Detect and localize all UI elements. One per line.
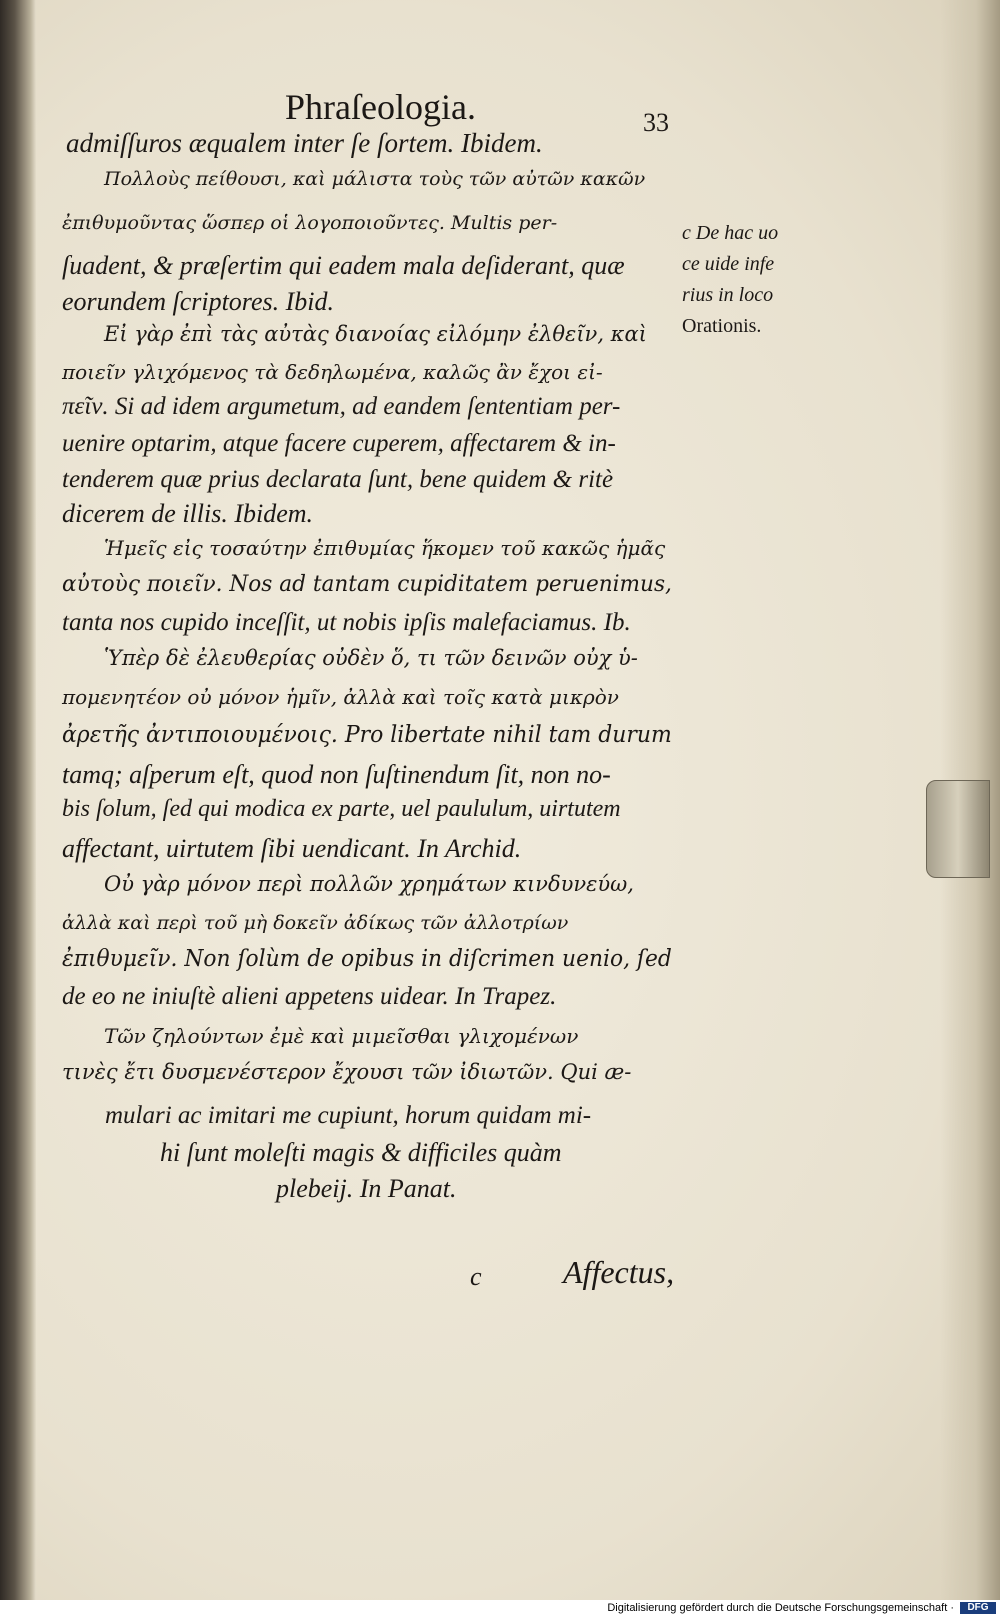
margin-note-line: Orationis. <box>682 315 762 337</box>
book-gutter <box>0 0 36 1600</box>
page-number: 33 <box>643 108 669 137</box>
text-line: Ἡμεῖς εἰς τοσαύτην ἐπιθυμίας ἥκομεν τοῦ κακῶς ἡμᾶς <box>104 536 666 560</box>
text-line: tamq; aſperum eſt, quod non ſuſtinendum ſit, non no- <box>62 760 611 789</box>
text-line: ſuadent, & præſertim qui eadem mala deſiderant, quæ <box>62 251 625 280</box>
text-line: Οὐ γὰρ μόνον περὶ πολλῶν χρημάτων κινδυνεύω, <box>104 872 634 896</box>
text-line: de eo ne iniuſtè alieni appetens uidear. In Trapez. <box>62 983 557 1010</box>
catchword: Affectus, <box>563 1254 675 1290</box>
text-line: bis ſolum, ſed qui modica ex parte, uel paululum, uirtutem <box>62 796 621 822</box>
text-line: τινὲς ἔτι δυσμενέστερον ἔχουσι τῶν ἰδιωτῶν. Qui æ- <box>62 1060 632 1084</box>
text-line: tanta nos cupido inceſſit, ut nobis ipſis malefaciamus. Ib. <box>62 609 631 636</box>
text-line: plebeij. In Panat. <box>276 1174 457 1203</box>
text-line: tenderem quæ prius declarata ſunt, bene quidem & ritè <box>62 466 614 493</box>
text-line: Ὑπὲρ δὲ ἐλευθερίας οὐδὲν ὅ, τι τῶν δεινῶν οὐχ ὑ- <box>104 646 638 670</box>
text-line: ἀλλὰ καὶ περὶ τοῦ μὴ δοκεῖν ἀδίκως τῶν ἀλλοτρίων <box>62 912 569 934</box>
text-line: Εἰ γὰρ ἐπὶ τὰς αὐτὰς διανοίας εἰλόμην ἐλθεῖν, καὶ <box>104 322 647 346</box>
text-line: Πολλοὺς πείθουσι, καὶ μάλιστα τοὺς τῶν αὐτῶν κακῶν <box>104 168 646 190</box>
text-line: πεῖν. Si ad idem argumetum, ad eandem ſententiam per- <box>62 393 621 420</box>
text-line: ἐπιθυμεῖν. Non ſolùm de opibus in diſcrimen uenio, ſed <box>62 946 672 972</box>
text-line: πομενητέον οὐ μόνον ἡμῖν, ἀλλὰ καὶ τοῖς κατὰ μικρὸν <box>62 685 619 709</box>
book-clasp <box>926 780 990 878</box>
margin-note <box>682 218 812 342</box>
text-line: mulari ac imitari me cupiunt, horum quidam mi- <box>105 1102 592 1129</box>
text-line: affectant, uirtutem ſibi uendicant. In Archid. <box>62 834 522 863</box>
text-line: Τῶν ζηλούντων ἐμὲ καὶ μιμεῖσθαι γλιχομένων <box>104 1024 579 1048</box>
margin-note-line: rius in loco <box>682 284 774 306</box>
dfg-logo: DFG <box>960 1602 996 1614</box>
signature-mark: c <box>470 1262 482 1291</box>
text-line: αὐτοὺς ποιεῖν. Nos ad tantam cupiditatem peruenimus, <box>62 572 672 597</box>
text-line: ἀρετῆς ἀντιποιουμένοις. Pro libertate nihil tam durum <box>62 722 672 748</box>
text-line: dicerem de illis. Ibidem. <box>62 499 314 528</box>
text-line: ποιεῖν γλιχόμενος τὰ δεδηλωμένα, καλῶς ἂν ἔχοι εἰ- <box>62 360 603 384</box>
running-title: Phraſeologia. <box>285 87 476 127</box>
text-line: eorundem ſcriptores. Ibid. <box>62 287 334 316</box>
margin-note-line: ce uide infe <box>682 253 775 275</box>
text-line: ἐπιθυμοῦντας ὥσπερ οἱ λογοποιοῦντες. Multis per- <box>62 212 558 234</box>
text-line: hi ſunt moleſti magis & difficiles quàm <box>160 1138 562 1167</box>
text-line: admiſſuros æqualem inter ſe ſortem. Ibidem. <box>66 128 543 158</box>
text-line: uenire optarim, atque facere cuperem, affectarem & in- <box>62 430 616 457</box>
margin-note-line: c De hac uo <box>682 222 779 244</box>
footer-credit: Digitalisierung gefördert durch die Deutsche Forschungsgemeinschaft · <box>607 1602 954 1614</box>
